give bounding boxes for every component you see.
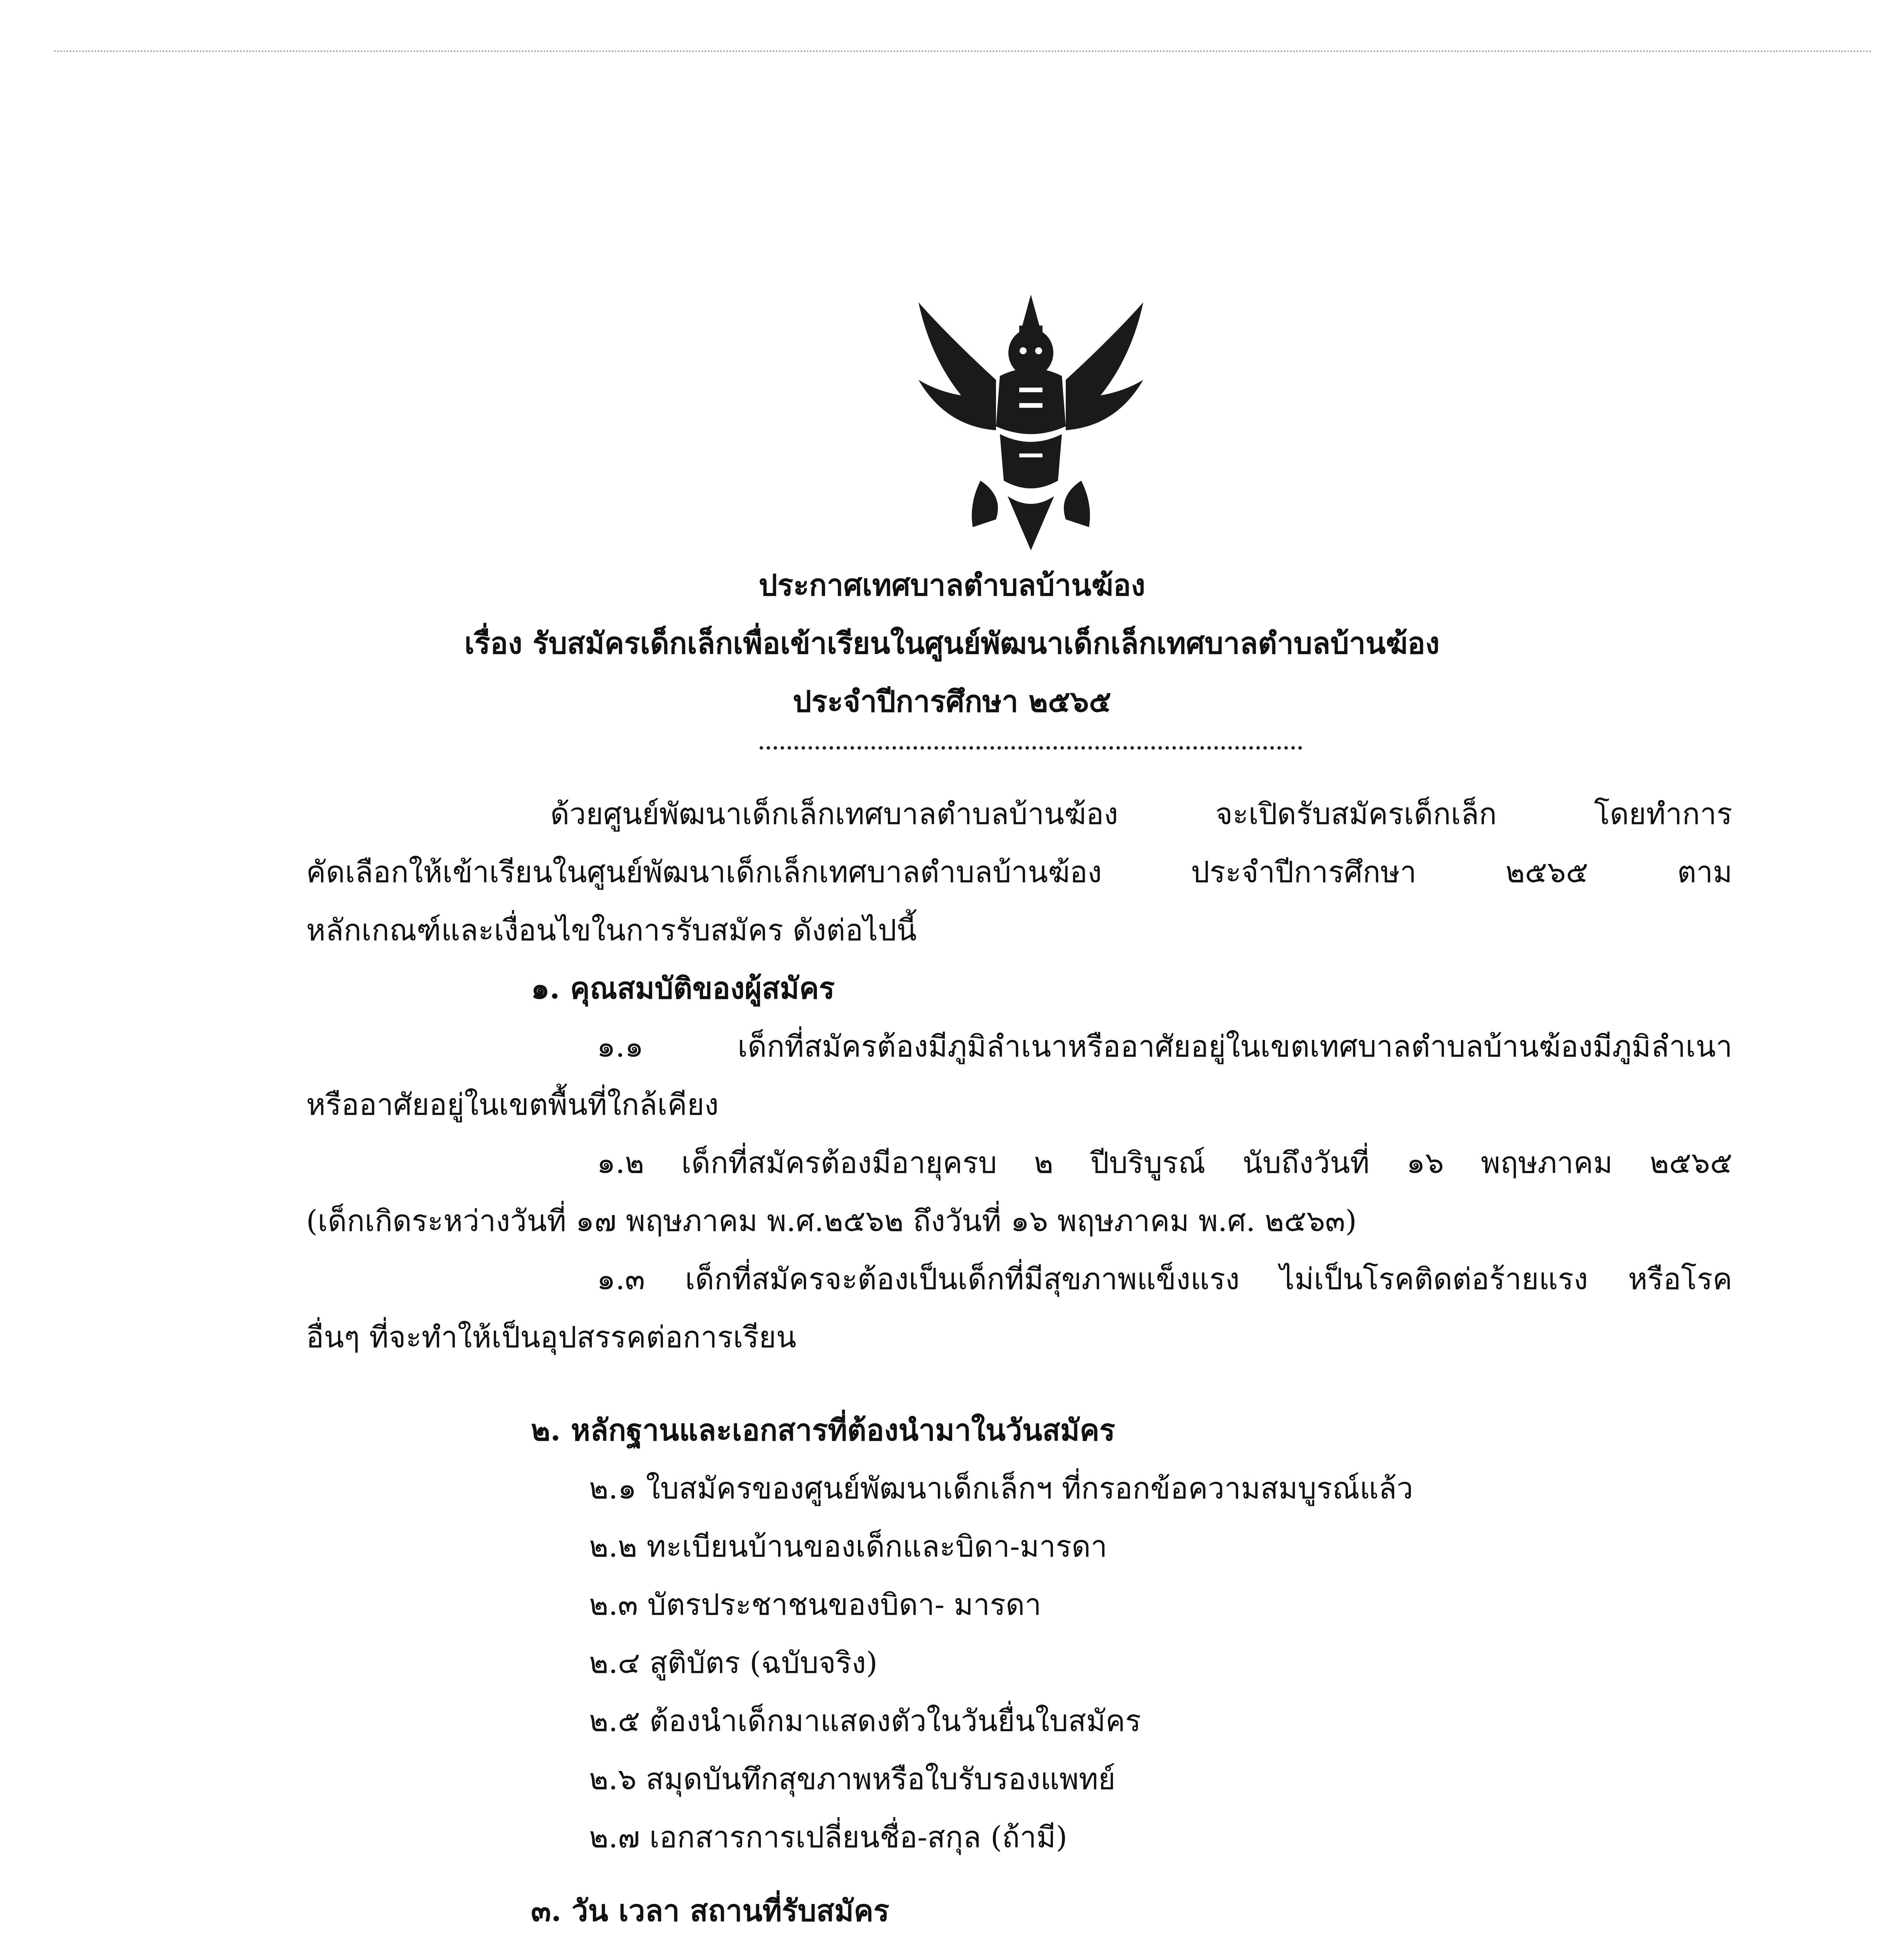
academic-year: ประจำปีการศึกษา ๒๕๖๕ xyxy=(793,684,1111,719)
section-2-heading: ๒. หลักฐานและเอกสารที่ต้องนำมาในวันสมัคร xyxy=(531,1413,1115,1447)
title-separator xyxy=(760,746,1302,750)
document-item: ๒.๓ บัตรประชาชนของบิดา- มารดา xyxy=(589,1587,1041,1622)
section-1-item-2-cont: (เด็กเกิดระหว่างวันที่ ๑๗ พฤษภาคม พ.ศ.๒๕๖๒ ถึงวันที่ ๑๖ พฤษภาคม พ.ศ. ๒๕๖๓) xyxy=(306,1203,1357,1238)
intro-line-2: คัดเลือกให้เข้าเรียนในศูนย์พัฒนาเด็กเล็กเทศบาลตำบลบ้านฆ้อง ประจำปีการศึกษา ๒๕๖๕ ตาม xyxy=(306,855,1732,889)
announcement-title: ประกาศเทศบาลตำบลบ้านฆ้อง xyxy=(758,568,1146,602)
intro-line-1: ด้วยศูนย์พัฒนาเด็กเล็กเทศบาลตำบลบ้านฆ้อง จะเปิดรับสมัครเด็กเล็ก โดยทำการ xyxy=(550,797,1732,831)
section-1-item-2: ๑.๒ เด็กที่สมัครต้องมีอายุครบ ๒ ปีบริบูรณ์ นับถึงวันที่ ๑๖ พฤษภาคม ๒๕๖๕ xyxy=(597,1145,1732,1180)
intro-line-3: หลักเกณฑ์และเงื่อนไขในการรับสมัคร ดังต่อไปนี้ xyxy=(306,913,917,947)
section-1-item-1-cont: หรืออาศัยอยู่ในเขตพื้นที่ใกล้เคียง xyxy=(306,1087,719,1122)
section-1-item-3-cont: อื่นๆ ที่จะทำให้เป็นอุปสรรคต่อการเรียน xyxy=(306,1320,796,1354)
document-item: ๒.๖ สมุดบันทึกสุขภาพหรือใบรับรองแพทย์ xyxy=(589,1762,1116,1796)
scan-top-edge xyxy=(54,50,1873,52)
section-1-heading: ๑. คุณสมบัติของผู้สมัคร xyxy=(531,971,835,1005)
garuda-emblem-icon xyxy=(903,279,1159,562)
section-3-heading: ๓. วัน เวลา สถานที่รับสมัคร xyxy=(531,1893,889,1928)
document-item: ๒.๔ สูติบัตร (ฉบับจริง) xyxy=(589,1645,878,1680)
announcement-subject: เรื่อง รับสมัครเด็กเล็กเพื่อเข้าเรียนในศูนย์พัฒนาเด็กเล็กเทศบาลตำบลบ้านฆ้อง xyxy=(464,626,1440,660)
document-item: ๒.๑ ใบสมัครของศูนย์พัฒนาเด็กเล็กฯ ที่กรอกข้อความสมบูรณ์แล้ว xyxy=(589,1471,1413,1505)
section-1-item-3: ๑.๓ เด็กที่สมัครจะต้องเป็นเด็กที่มีสุขภาพแข็งแรง ไม่เป็นโรคติดต่อร้ายแรง หรือโรค xyxy=(597,1262,1732,1296)
section-1-item-1: ๑.๑ เด็กที่สมัครต้องมีภูมิลำเนาหรืออาศัยอยู่ในเขตเทศบาลตำบลบ้านฆ้องมีภูมิลำเนา xyxy=(597,1029,1732,1064)
document-item: ๒.๕ ต้องนำเด็กมาแสดงตัวในวันยื่นใบสมัคร xyxy=(589,1704,1141,1738)
document-item: ๒.๒ ทะเบียนบ้านของเด็กและบิดา-มารดา xyxy=(589,1529,1108,1564)
document-item: ๒.๗ เอกสารการเปลี่ยนชื่อ-สกุล (ถ้ามี) xyxy=(589,1820,1067,1854)
